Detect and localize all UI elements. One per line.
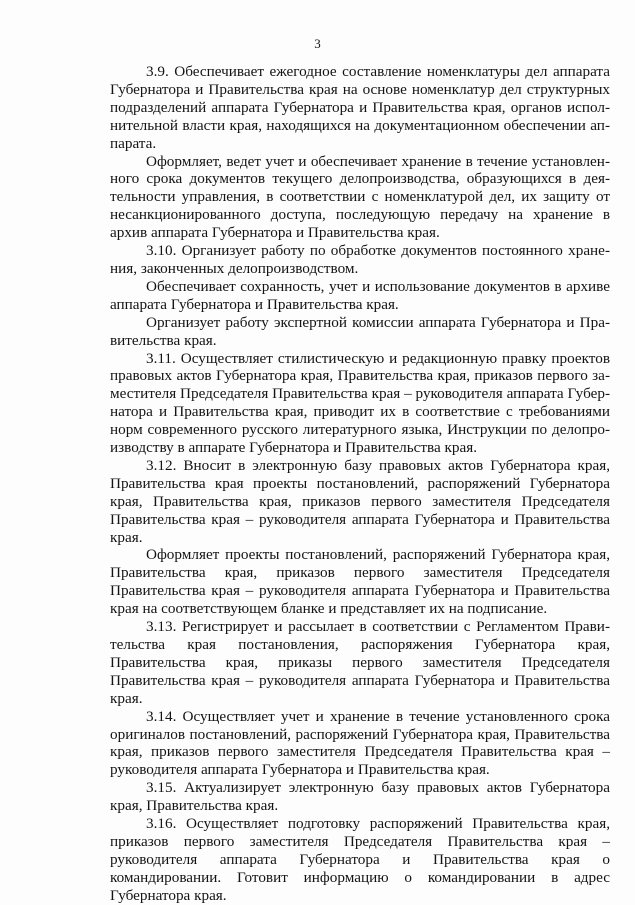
paragraph-3-16: 3.16. Осуществляет подготовку распоряжений Правительства края, приказов первого заместителя Председателя Правительства края – руководителя аппарата Губернатора и Правительства края о командировании. Готовит информацию о командировании в адрес Губернатора края. — [110, 815, 610, 904]
paragraph-3-15: 3.15. Актуализирует электронную базу правовых актов Губернатора края, Правительства края. — [110, 779, 610, 815]
paragraph-3-10: 3.10. Организует работу по обработке документов постоянного хранения, законченных делопроизводством. — [110, 242, 610, 277]
paragraph-3-13: 3.13. Регистрирует и рассылает в соответствии с Регламентом Правительства края постановления, распоряжения Губернатора края, Правительства края, приказы первого заместителя Председателя Правительства края – руководителя аппарата Губернатора и Правительства края. — [110, 618, 610, 707]
paragraph-3-10-archive: Обеспечивает сохранность, учет и использование документов в архиве аппарата Губернатора и Правительства края. — [110, 277, 610, 313]
paragraph-3-12: 3.12. Вносит в электронную базу правовых актов Губернатора края, Правительства края проекты постановлений, распоряжений Губернатора края, Правительства края, приказов первого заместителя Председателя Правительства края – руководителя аппарата Губернатора и Правительства края. — [110, 456, 610, 546]
page-number: 3 — [314, 36, 321, 51]
paragraph-3-14: 3.14. Осуществляет учет и хранение в течение установленного срока оригиналов постановлений, распоряжений Губернатора края, Правительства края, приказов первого заместителя Председателя Правительства края – руководителя аппарата Губернатора и Правительства края. — [110, 707, 610, 779]
paragraph-3-12-drafts: Оформляет проекты постановлений, распоряжений Губернатора края, Правительства края, приказов первого заместителя Председателя Правительства края – руководителя аппарата Губернатора и Правительства края на соответствующем бланке и представляет их на подписание. — [110, 546, 610, 618]
paragraph-3-9: 3.9. Обеспечивает ежегодное составление номенклатуры дел аппарата Губернатора и Правительства края на основе номенклатур дел структурных подразделений аппарата Губернатора и Правительства края, органов исполнительной власти края, находящихся на документационном обеспечении аппарата. — [110, 63, 610, 152]
paragraph-3-10-commission: Организует работу экспертной комиссии аппарата Губернатора и Правительства края. — [110, 313, 610, 349]
paragraph-3-11: 3.11. Осуществляет стилистическую и редакционную правку проектов правовых актов Губернатора края, Правительства края, приказов первого заместителя Председателя Правительства края – руководителя аппарата Губернатора и Правительства края, приводит их в соответствие с требованиями норм современного русского литературного языка, Инструкции по делопроизводству в аппарате Губернатора и Правительства края. — [110, 349, 610, 457]
document-body — [110, 63, 610, 905]
paragraph-3-9-records: Оформляет, ведет учет и обеспечивает хранение в течение установленного срока документов текущего делопроизводства, образующихся в деятельности управления, в соответствии с номенклатурой дел, их защиту от несанкционированного доступа, последующую передачу на хранение в архив аппарата Губернатора и Правительства края. — [110, 152, 610, 242]
